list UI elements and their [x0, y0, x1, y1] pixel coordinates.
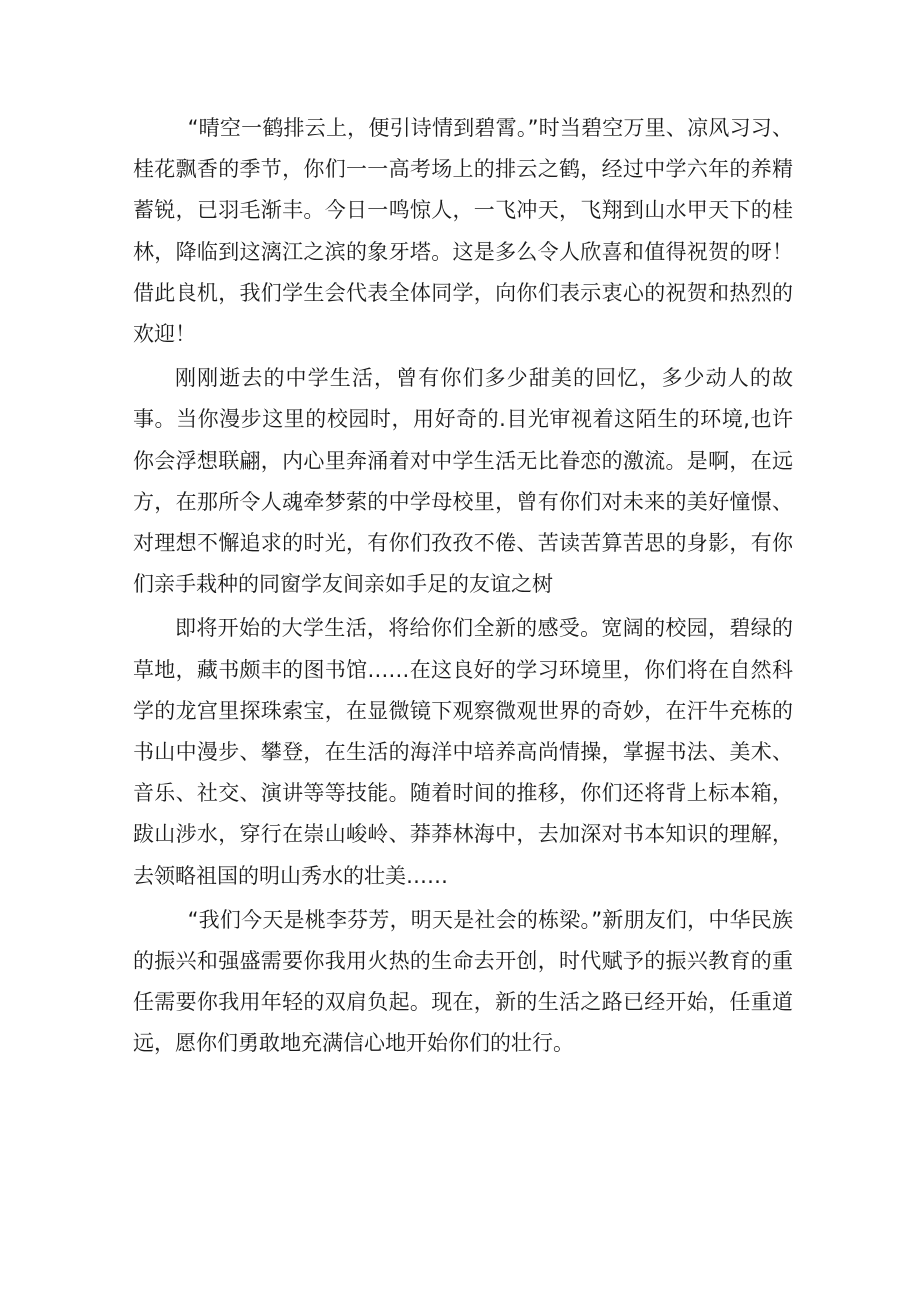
paragraph-welcome: “晴空一鹤排云上，便引诗情到碧霄。”时当碧空万里、凉风习习、桂花飘香的季节，你们一一高考场上的排云之鹤，经过中学六年的养精蓄锐，已羽毛渐丰。今日一鸣惊人，一飞冲天，飞翔到山水甲天下的桂林，降临到这漓江之滨的象牙塔。这是多么令人欣喜和值得祝贺的呀！借此良机，我们学生会代表全体同学，向你们表示衷心的祝贺和热烈的欢迎！: [133, 116, 793, 347]
document-body: [133, 108, 793, 1065]
paragraph-closing: “我们今天是桃李芬芳，明天是社会的栋梁。”新朋友们，中华民族的振兴和强盛需要你我用火热的生命去开创，时代赋予的振兴教育的重任需要你我用年轻的双肩负起。现在，新的生活之路已经开始，任重道远，愿你们勇敢地充满信心地开始你们的壮行。: [133, 907, 793, 1056]
paragraph-university-life: 即将开始的大学生活，将给你们全新的感受。宽阔的校园，碧绿的草地，藏书颇丰的图书馆……在这良好的学习环境里，你们将在自然科学的龙宫里探珠索宝，在显微镜下观察微观世界的奇妙，在汗牛充栋的书山中漫步、攀登，在生活的海洋中培养高尚情操，掌握书法、美术、音乐、社交、演讲等等技能。随着时间的推移，你们还将背上标本箱，跋山涉水，穿行在崇山峻岭、莽莽林海中，去加深对书本知识的理解，去领略祖国的明山秀水的壮美……: [133, 616, 793, 888]
paragraph-middle-school-memories: 刚刚逝去的中学生活，曾有你们多少甜美的回忆，多少动人的故事。当你漫步这里的校园时，用好奇的.目光审视着这陌生的环境,也许你会浮想联翩，内心里奔涌着对中学生活无比眷恋的激流。是啊，在远方，在那所令人魂牵梦萦的中学母校里，曾有你们对未来的美好憧憬、对理想不懈追求的时光，有你们孜孜不倦、苦读苦算苦思的身影，有你们亲手栽种的同窗学友间亲如手足的友谊之树: [133, 366, 793, 597]
